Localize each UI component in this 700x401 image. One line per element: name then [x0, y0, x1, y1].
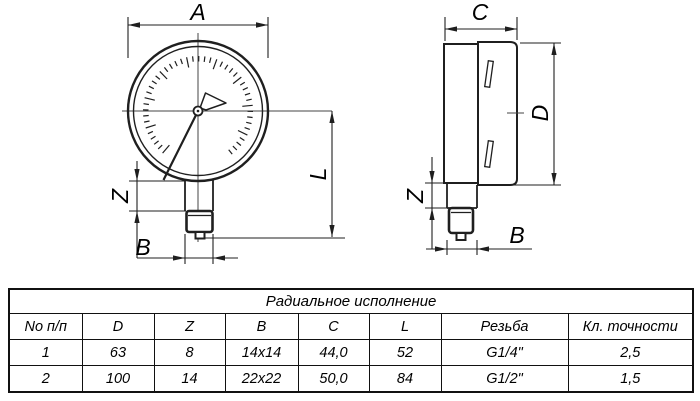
- cell-b: 22x22: [225, 366, 298, 393]
- arrow-d-bottom: [551, 173, 556, 185]
- col-header-thread: Резьба: [441, 314, 568, 340]
- arrow-l-bottom: [329, 225, 334, 237]
- table-header-row: [9, 314, 693, 340]
- col-header-b: B: [225, 314, 298, 340]
- dim-label-d: D: [527, 104, 553, 122]
- cell-no: 2: [9, 366, 82, 393]
- dim-label-z-side: Z: [402, 188, 428, 204]
- arrow-l-top: [329, 111, 334, 123]
- col-header-l: L: [369, 314, 441, 340]
- table-row: [9, 366, 693, 393]
- table-row: [9, 340, 693, 366]
- front-thread-tip: [196, 232, 205, 239]
- cell-no: 1: [9, 340, 82, 366]
- side-view: [402, 0, 561, 255]
- side-fitting: [447, 183, 477, 240]
- table-title-row: [9, 289, 693, 314]
- cell-z: 8: [154, 340, 225, 366]
- cell-thread: G1/4": [441, 340, 568, 366]
- dim-label-b-front: B: [135, 234, 151, 260]
- needle-tail-flag: [200, 93, 226, 110]
- cell-b: 14x14: [225, 340, 298, 366]
- cell-c: 50,0: [298, 366, 369, 393]
- spec-table: [8, 288, 694, 393]
- cell-accuracy: 1,5: [568, 366, 693, 393]
- cell-z: 14: [154, 366, 225, 393]
- cell-c: 44,0: [298, 340, 369, 366]
- cell-thread: G1/2": [441, 366, 568, 393]
- dim-label-c: C: [471, 0, 489, 25]
- cell-l: 52: [369, 340, 441, 366]
- col-header-accuracy: Кл. точности: [568, 314, 693, 340]
- dim-label-z-front: Z: [107, 188, 133, 204]
- dim-label-b-side: B: [509, 222, 525, 248]
- cell-accuracy: 2,5: [568, 340, 693, 366]
- arrow-z-side-bottom: [429, 208, 434, 220]
- col-header-z: Z: [154, 314, 225, 340]
- arrow-b-front-right: [213, 255, 225, 260]
- front-fitting: [185, 179, 213, 239]
- col-header-d: D: [82, 314, 154, 340]
- dim-label-a: A: [190, 0, 206, 25]
- arrow-d-top: [551, 43, 556, 55]
- gauge-needle: [164, 93, 227, 180]
- side-bezel: [444, 44, 478, 183]
- front-view: [107, 0, 345, 264]
- col-header-c: C: [298, 314, 369, 340]
- cell-l: 84: [369, 366, 441, 393]
- cell-d: 63: [82, 340, 154, 366]
- arrow-a-right: [256, 22, 268, 27]
- dim-label-l: L: [305, 167, 331, 181]
- side-thread-tip: [457, 233, 466, 240]
- table-title: Радиальное исполнение: [9, 289, 693, 314]
- arrow-z-front-bottom: [134, 211, 139, 223]
- arrow-c-right: [505, 26, 517, 31]
- cell-d: 100: [82, 366, 154, 393]
- arrow-a-left: [128, 22, 140, 27]
- arrow-z-front-top: [134, 169, 139, 181]
- side-hex-nut: [449, 208, 473, 233]
- front-hex-nut: [187, 211, 213, 232]
- arrow-b-side-left: [435, 246, 447, 251]
- arrow-b-front-left: [173, 255, 185, 260]
- col-header-no: No п/п: [9, 314, 82, 340]
- arrow-b-side-right: [477, 246, 489, 251]
- arrow-z-side-top: [429, 171, 434, 183]
- arrow-c-left: [445, 26, 457, 31]
